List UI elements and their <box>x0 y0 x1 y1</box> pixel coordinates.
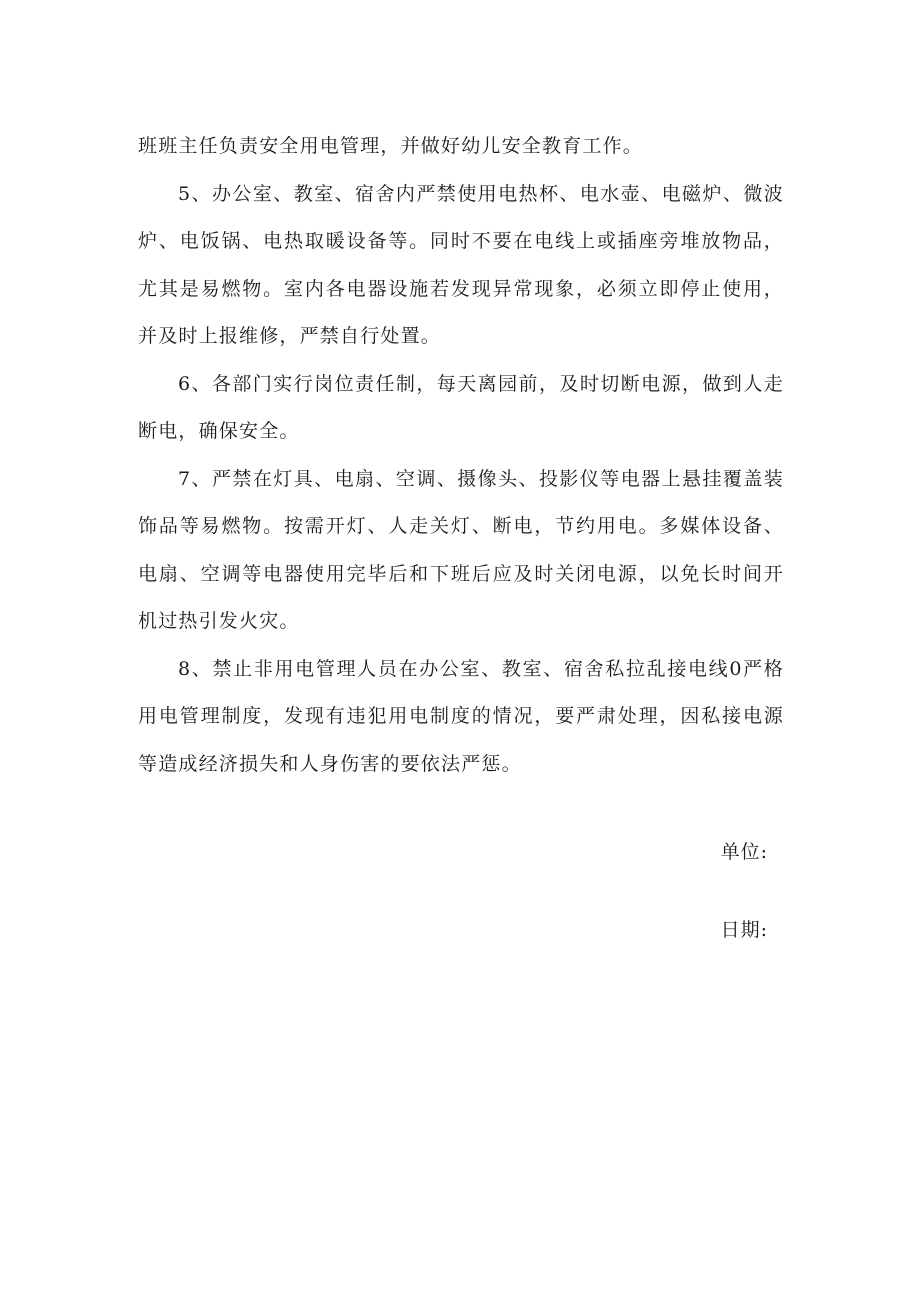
document-body <box>138 123 784 788</box>
paragraph-item-5: 5、办公室、教室、宿舍内严禁使用电热杯、电水壶、电磁炉、微波炉、电饭锅、电热取暖设备等。同时不要在电线上或插座旁堆放物品，尤其是易燃物。室内各电器设施若发现异常现象，必须立即停止使用，并及时上报维修，严禁自行处置。 <box>138 182 784 347</box>
paragraph-item-7: 7、严禁在灯具、电扇、空调、摄像头、投影仪等电器上悬挂覆盖装饰品等易燃物。按需开灯、人走关灯、断电，节约用电。多媒体设备、电扇、空调等电器使用完毕后和下班后应及时关闭电源，以免长时间开机过热引发火灾。 <box>138 467 784 632</box>
paragraph-item-6: 6、各部门实行岗位责任制，每天离园前，及时切断电源，做到人走断电，确保安全。 <box>138 372 784 442</box>
signature-unit-label: 单位: <box>720 841 768 863</box>
paragraph-continuation: 班班主任负责安全用电管理，并做好幼儿安全教育工作。 <box>138 135 644 157</box>
signature-date-label: 日期: <box>720 919 768 941</box>
paragraph-item-8: 8、禁止非用电管理人员在办公室、教室、宿舍私拉乱接电线0严格用电管理制度，发现有违犯用电制度的情况，要严肃处理，因私接电源等造成经济损失和人身伤害的要依法严惩。 <box>138 657 784 775</box>
